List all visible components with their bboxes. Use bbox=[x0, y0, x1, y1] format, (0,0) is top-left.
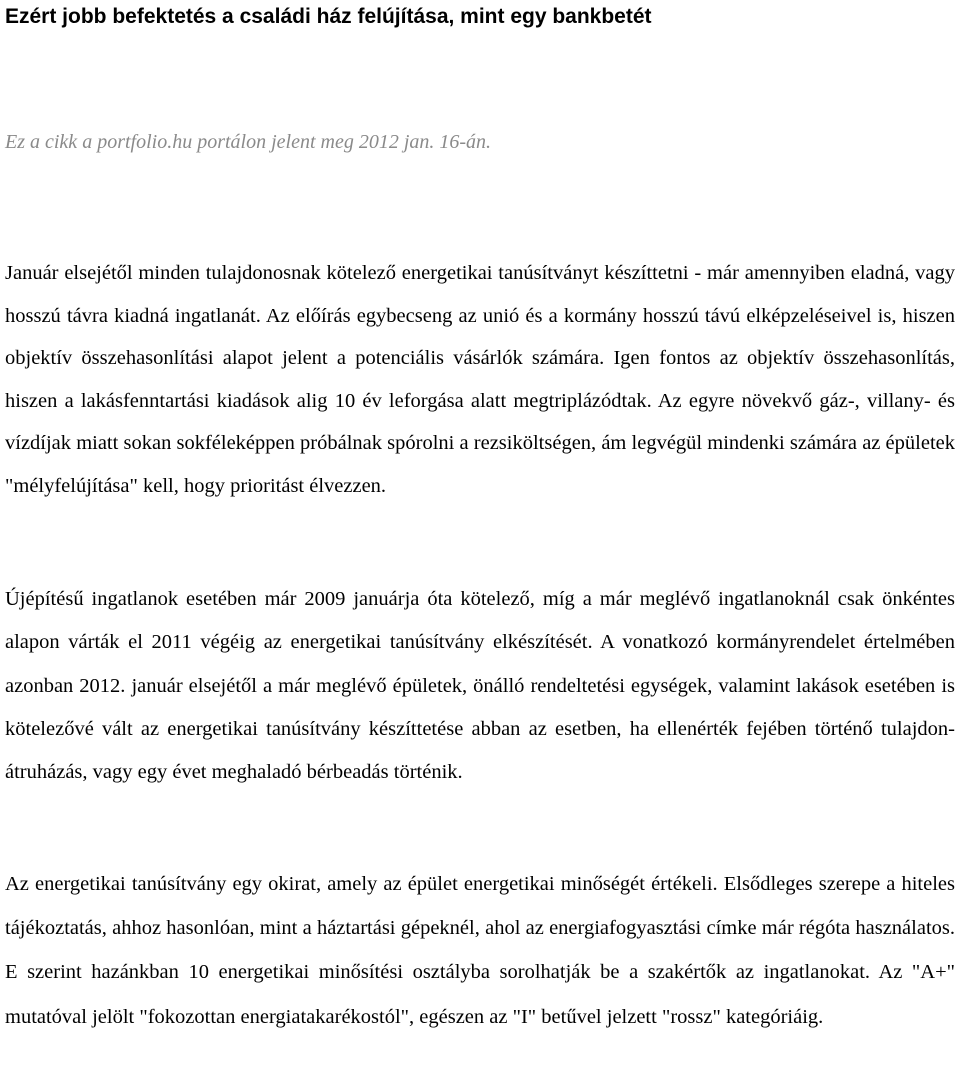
article-title: Ezért jobb befektetés a családi ház felújítása, mint egy bankbetét bbox=[5, 5, 652, 28]
paragraph-certificate-definition: Az energetikai tanúsítvány egy okirat, amely az épület energetikai minőségét értékeli. Elsődleges szerepe a hiteles tájékoztatás, ahhoz hasonlóan, mint a háztartási gépeknél, ahol az energiafogyasztási címke már régóta használatos. E szerint hazánkban 10 energetikai minősítési osztályba sorolhatják be a szakértők az ingatlanokat. Az "A+" mutatóval jelölt "fokozottan energiatakarékostól", egészen az "I" betűvel jelzett "rossz" kategóriáig. bbox=[5, 873, 955, 1028]
paragraph-legal-background: Újépítésű ingatlanok esetében már 2009 januárja óta kötelező, míg a már meglévő ingatlanoknál csak önkéntes alapon várták el 2011 végéig az energetikai tanúsítvány elkészítését. A vonatkozó kormányrendelet értelmében azonban 2012. január elsejétől a már meglévő épületek, önálló rendeltetési egységek, valamint lakások esetében is kötelezővé vált az energetikai tanúsítvány készíttetése abban az esetben, ha ellenérték fejében történő tulajdon-átruházás, vagy egy évet meghaladó bérbeadás történik. bbox=[5, 588, 955, 784]
paragraph-certificate-requirement: Január elsejétől minden tulajdonosnak kötelező energetikai tanúsítványt készíttetni - már amennyiben eladná, vagy hosszú távra kiadná ingatlanát. Az előírás egybecseng az unió és a kormány hosszú távú elképzeléseivel is, hiszen objektív összehasonlítási alapot jelent a potenciális vásárlók számára. Igen fontos az objektív összehasonlítás, hiszen a lakásfenntartási kiadások alig 10 év leforgása alatt megtriplázódtak. Az egyre növekvő gáz-, villany- és vízdíjak miatt sokan sokféleképpen próbálnak spórolni a rezsiköltségen, ám legvégül mindenki számára az épületek "mélyfelújítása" kell, hogy prioritást élvezzen. bbox=[5, 262, 955, 497]
source-note: Ez a cikk a portfolio.hu portálon jelent meg 2012 jan. 16-án. bbox=[5, 131, 492, 153]
